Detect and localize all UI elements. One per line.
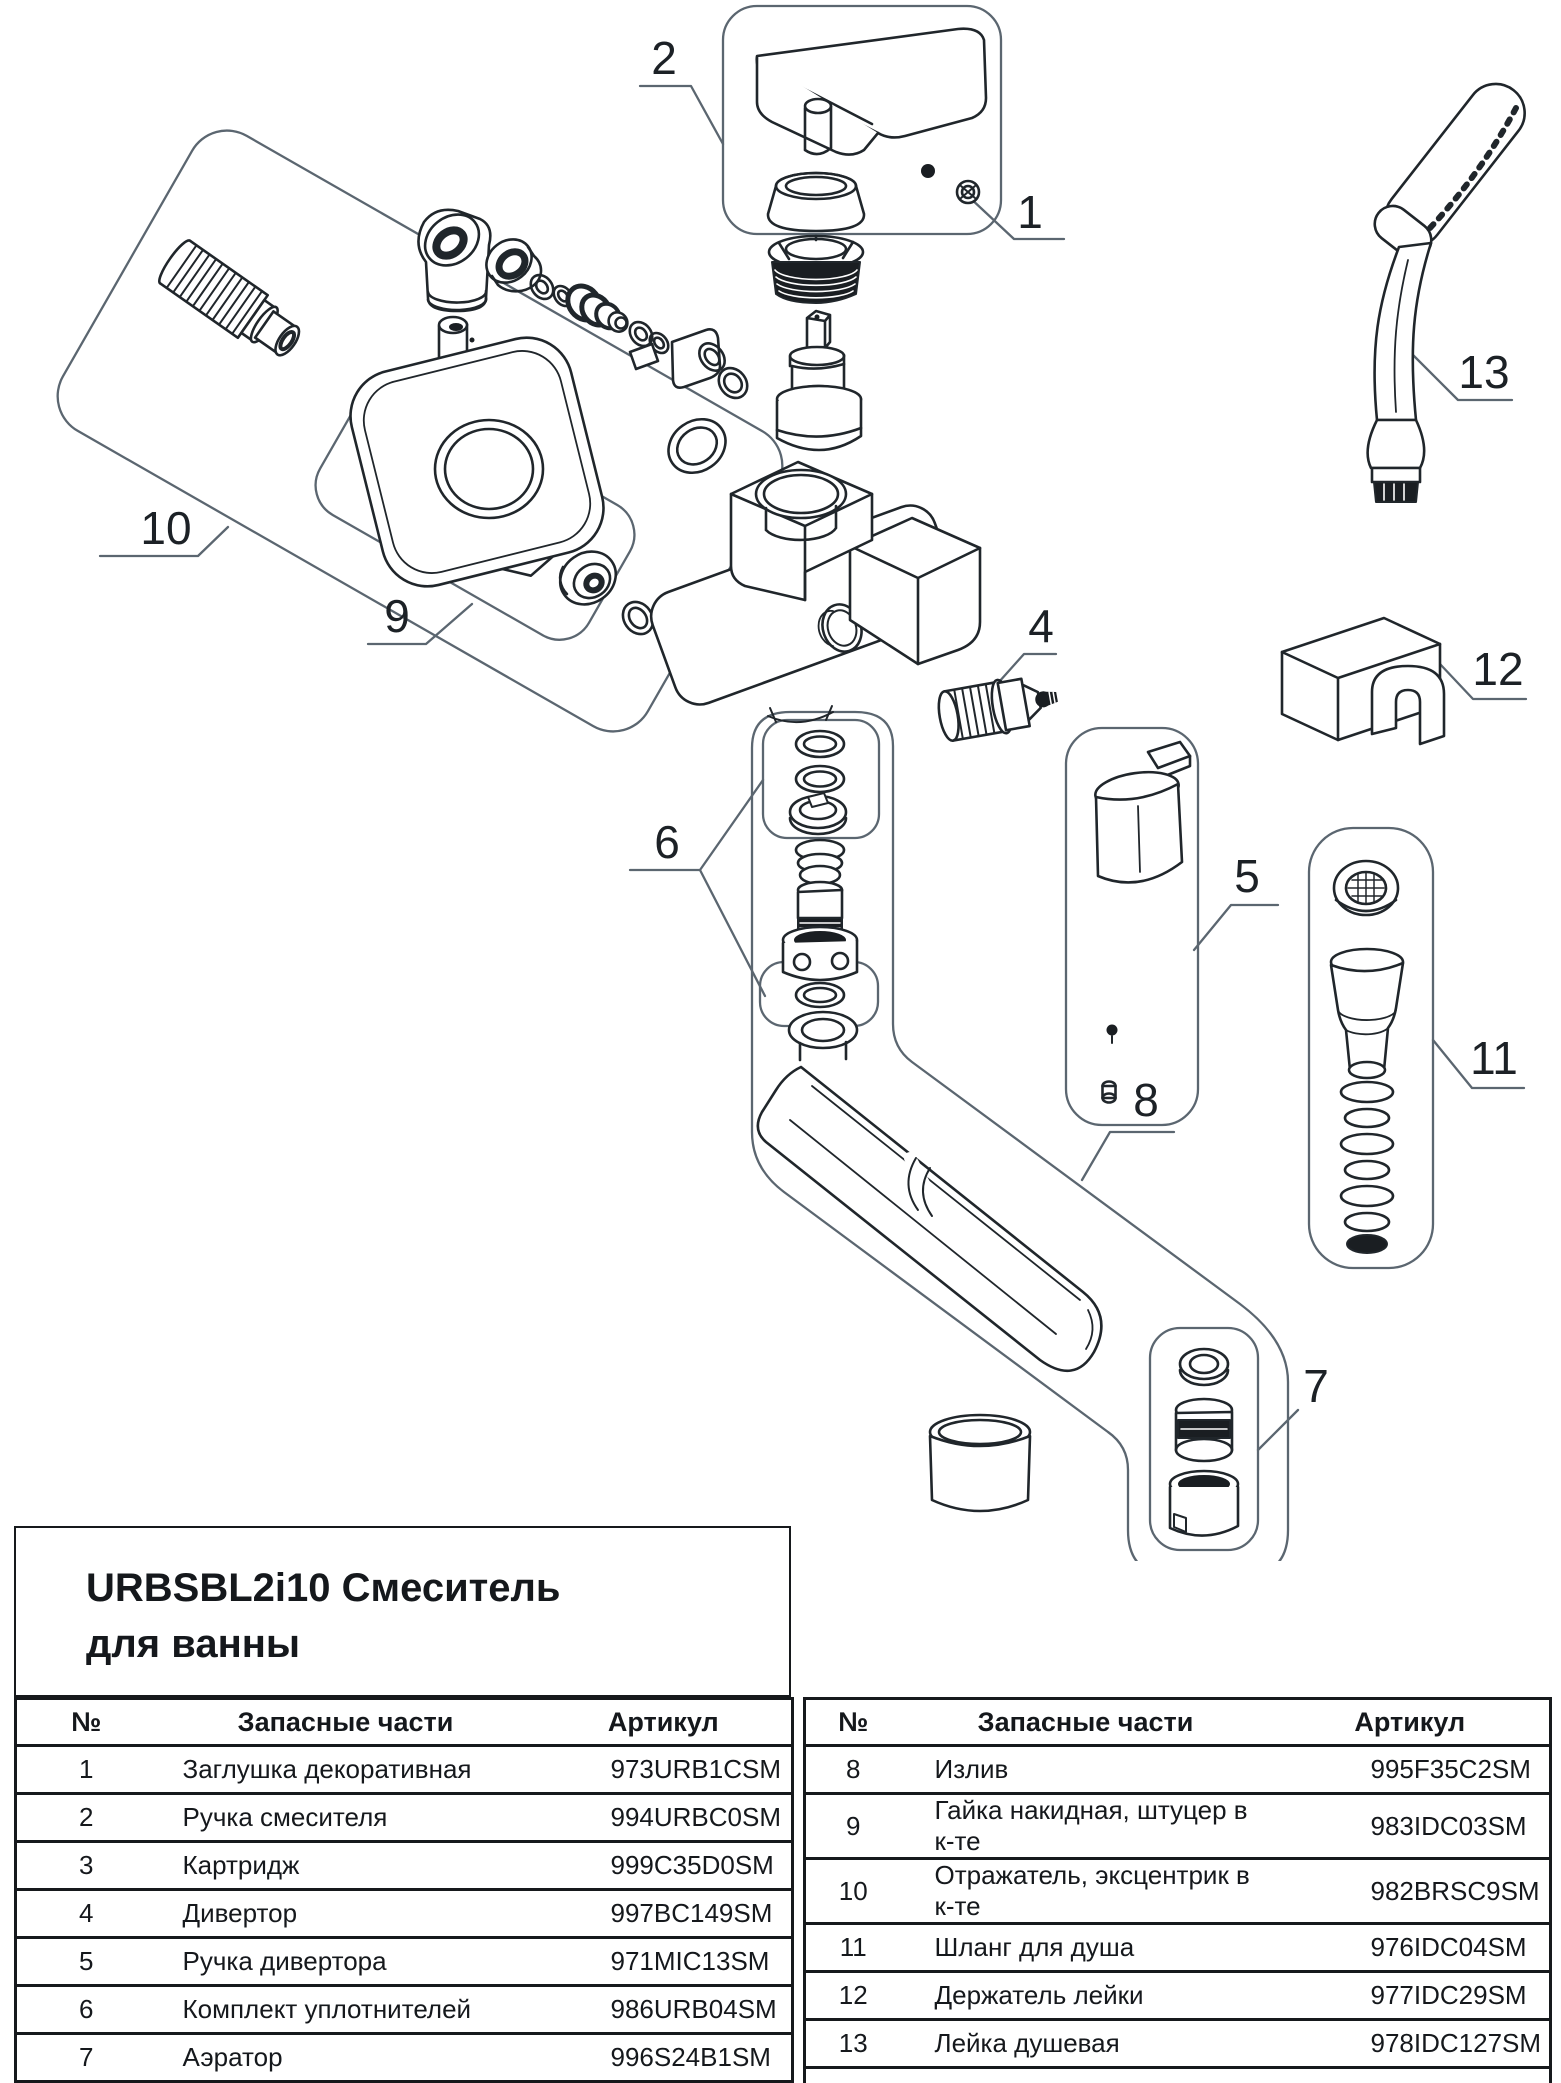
parts-table-left-header	[16, 1699, 793, 1746]
cell-article: 971MIC13SM	[536, 1938, 793, 1986]
cell-article: 982BRSC9SM	[1271, 1859, 1551, 1924]
part-eccentric-nipple	[155, 237, 309, 366]
cell-article: 983IDC03SM	[1271, 1794, 1551, 1859]
cell-part-name: Комплект уплотнителей	[156, 1986, 536, 2034]
cell-part-name: Гайка накидная, штуцер в к-те	[901, 1794, 1271, 1859]
part-elbow-fitting	[415, 204, 490, 311]
header-article: Артикул	[536, 1699, 793, 1746]
cell-article: 994URBC0SM	[536, 1794, 793, 1842]
table-row	[16, 1794, 793, 1842]
cell-part-name: Отражатель, эксцентрик в к-те	[901, 1859, 1271, 1924]
table-row	[805, 1794, 1551, 1859]
product-title-line1: URBSBL2i10 Смеситель	[86, 1566, 561, 1610]
cell-number: 9	[805, 1794, 901, 1859]
cell-number: 1	[16, 1746, 156, 1794]
part-decorative-plug-screw	[957, 181, 979, 203]
callout-label-5: 5	[1234, 850, 1260, 902]
cell-article: 995F35C2SM	[1271, 1746, 1551, 1794]
header-article: Артикул	[1271, 1699, 1551, 1746]
part-aerator-kit	[1170, 1349, 1238, 1536]
table-row-empty	[805, 2068, 1551, 2083]
part-cartridge	[777, 311, 861, 450]
table-row	[16, 1842, 793, 1890]
cell-article: 999C35D0SM	[536, 1842, 793, 1890]
table-row	[16, 1890, 793, 1938]
callout-label-13: 13	[1458, 346, 1510, 398]
cell-part-name: Дивертор	[156, 1890, 536, 1938]
leader-8	[1082, 1132, 1174, 1180]
header-parts: Запасные части	[901, 1699, 1271, 1746]
callout-label-11: 11	[1470, 1032, 1518, 1084]
cell-number: 10	[805, 1859, 901, 1924]
parts-table-left-body	[16, 1746, 793, 2082]
cell-part-name: Ручка смесителя	[156, 1794, 536, 1842]
cell-article: 976IDC04SM	[1271, 1924, 1551, 1972]
table-row	[805, 2020, 1551, 2068]
part-spout	[758, 1012, 1102, 1371]
cell-part-name: Заглушка декоративная	[156, 1746, 536, 1794]
cell-number: 8	[805, 1746, 901, 1794]
part-handle-screw-small	[1107, 1025, 1118, 1044]
part-handle-screw	[1103, 1082, 1116, 1103]
table-row	[16, 1986, 793, 2034]
table-row	[16, 1938, 793, 1986]
callout-label-1: 1	[1017, 186, 1043, 238]
callout-label-10: 10	[140, 502, 192, 554]
callout-label-7: 7	[1303, 1360, 1329, 1412]
cell-number: 3	[16, 1842, 156, 1890]
leader-5	[1194, 905, 1278, 950]
cell-number: 12	[805, 1972, 901, 2020]
title-block	[14, 1526, 791, 1697]
leader-7	[1258, 1410, 1298, 1450]
callout-label-8: 8	[1133, 1074, 1159, 1126]
cell-part-name: Держатель лейки	[901, 1972, 1271, 2020]
cell-article: 977IDC29SM	[1271, 1972, 1551, 2020]
part-hose-end	[1341, 1082, 1393, 1253]
parts-table-right	[803, 1697, 1552, 2083]
part-mixer-handle	[757, 29, 986, 155]
cell-number: 7	[79, 2042, 94, 2072]
cell-part-name: Картридж	[156, 1842, 536, 1890]
part-plug-dot	[921, 164, 935, 178]
callout-label-12: 12	[1472, 643, 1524, 695]
part-threaded-collar-ring	[769, 236, 863, 303]
cell-article: 986URB04SM	[536, 1986, 793, 2034]
part-handset-holder	[1282, 618, 1444, 744]
header-num: №	[805, 1699, 901, 1746]
cell-article: 997BC149SM	[536, 1890, 793, 1938]
parts-table-right-body	[805, 1746, 1551, 2083]
cell-number: 4	[16, 1890, 156, 1938]
table-row	[805, 1924, 1551, 1972]
cell-article: 973URB1CSM	[536, 1746, 793, 1794]
product-title	[86, 1560, 561, 1672]
part-diverter-handle	[1093, 742, 1190, 882]
parts-table-right-header	[805, 1699, 1551, 1746]
leader-2	[640, 86, 723, 144]
part-hose-cone-nut	[1331, 949, 1403, 1078]
cell-article: 996S24B1SM	[610, 2042, 771, 2072]
callout-label-2: 2	[651, 32, 677, 84]
table-row	[805, 1746, 1551, 1794]
part-oring-10	[658, 408, 736, 483]
cell-part-name: Шланг для душа	[901, 1924, 1271, 1972]
part-escutcheon-plate	[341, 328, 614, 596]
callout-label-9: 9	[384, 590, 410, 642]
part-shower-handset	[1367, 72, 1536, 502]
part-seal-kit	[783, 731, 857, 1007]
cell-number: 5	[16, 1938, 156, 1986]
cell-part-name: Аэратор	[182, 2042, 283, 2072]
parts-table-left	[14, 1697, 794, 2083]
cell-number: 11	[805, 1924, 901, 1972]
leader-1	[968, 196, 1064, 239]
cell-number: 6	[16, 1986, 156, 2034]
cell-number: 2	[16, 1794, 156, 1842]
leader-6	[630, 780, 765, 996]
cell-number: 13	[805, 2020, 901, 2068]
cell-empty	[805, 2068, 1551, 2083]
header-parts: Запасные части	[156, 1699, 536, 1746]
cell-part-name: Ручка дивертора	[156, 1938, 536, 1986]
callout-label-4: 4	[1028, 600, 1054, 652]
table-row	[805, 1972, 1551, 2020]
cell-article: 978IDC127SM	[1271, 2020, 1551, 2068]
cell-part-name: Излив	[901, 1746, 1271, 1794]
product-title-line2: для ванны	[86, 1622, 301, 1666]
table-row	[805, 1859, 1551, 1924]
part-diverter	[935, 670, 1062, 744]
cell-part-name: Лейка душевая	[901, 2020, 1271, 2068]
part-spout-sleeve-cup	[930, 1415, 1030, 1511]
group-outlines	[43, 6, 1433, 1561]
callout-label-6: 6	[654, 816, 680, 868]
part-handle-dome-cap	[768, 173, 864, 231]
header-num: №	[16, 1699, 156, 1746]
part-faucet-body	[644, 462, 980, 722]
table-row	[16, 1746, 793, 1794]
table-row	[16, 2034, 793, 2082]
part-hose-gasket	[1334, 861, 1398, 915]
